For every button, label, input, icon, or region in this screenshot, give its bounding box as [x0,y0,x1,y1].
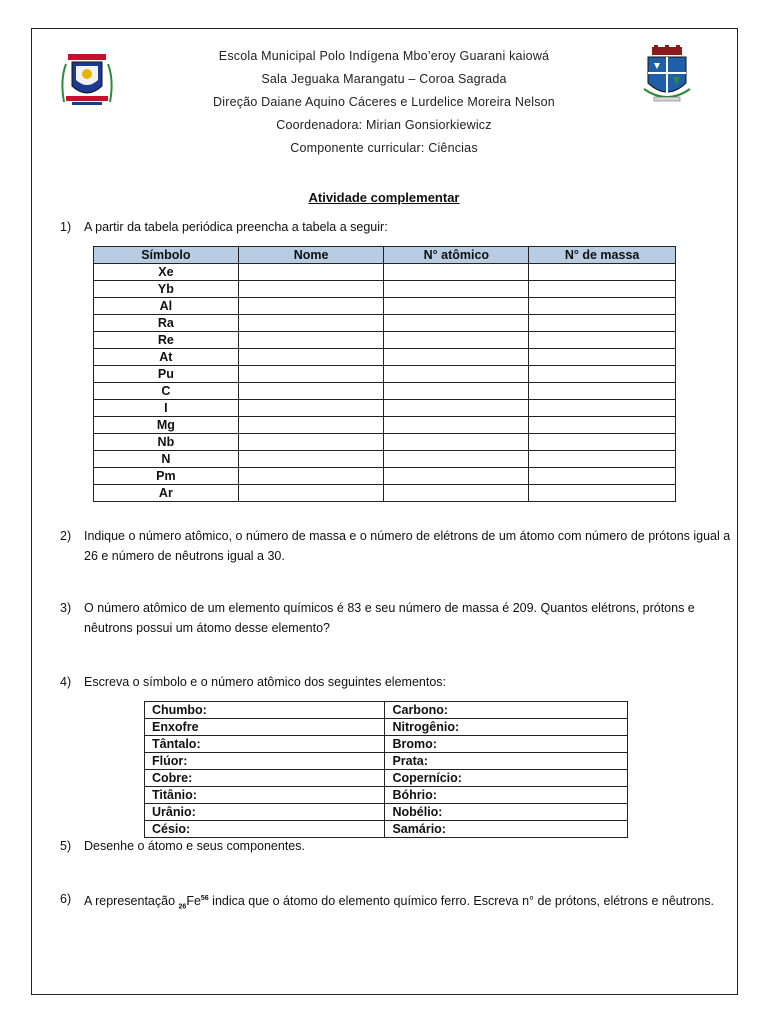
element-cell-left: Cobre: [145,770,385,787]
symbol-cell: Ar [94,485,239,502]
mass-number-cell[interactable] [529,332,676,349]
atomic-number-cell[interactable] [384,434,529,451]
symbol-cell: At [94,349,239,366]
mass-number-cell[interactable] [529,366,676,383]
atomic-number-cell[interactable] [384,451,529,468]
question-3 [60,598,735,638]
mass-number-cell[interactable] [529,298,676,315]
element-cell-left: Césio: [145,821,385,838]
name-cell[interactable] [238,417,384,434]
table-row [94,417,676,434]
element-cell-right: Nitrogênio: [385,719,628,736]
name-cell[interactable] [238,383,384,400]
element-cell-left: Titânio: [145,787,385,804]
table-row [145,821,628,838]
mass-number-cell[interactable] [529,468,676,485]
question-text: A partir da tabela periódica preencha a tabela a seguir: [84,220,388,234]
coordinator-line: Coordenadora: Mirian Gonsiorkiewicz [276,118,492,132]
name-cell[interactable] [238,485,384,502]
question-number: 6) [60,892,72,906]
symbol-cell: Pm [94,468,239,485]
room-name: Sala Jeguaka Marangatu – Coroa Sagrada [261,72,507,86]
activity-title: Atividade complementar [308,190,460,205]
element-cell-right: Bóhrio: [385,787,628,804]
school-name: Escola Municipal Polo Indígena Mbo’eroy Guarani kaiowá [218,49,550,63]
atomic-number-subscript: 26 [178,903,187,911]
table-row [145,753,628,770]
question-6 [60,889,735,918]
symbol-cell: Ra [94,315,239,332]
elements-table [144,701,628,838]
symbol-cell: Xe [94,264,239,281]
element-cell-right: Samário: [385,821,628,838]
element-cell-right: Nobélio: [385,804,628,821]
document-header [0,45,768,160]
name-cell[interactable] [238,451,384,468]
question-number: 1) [60,220,72,234]
header-name: Nome [238,247,384,264]
atomic-number-cell[interactable] [384,366,529,383]
atomic-number-cell[interactable] [384,332,529,349]
mass-number-cell[interactable] [529,281,676,298]
mass-number-cell[interactable] [529,485,676,502]
name-cell[interactable] [238,468,384,485]
atomic-number-cell[interactable] [384,383,529,400]
table-header-row [94,247,676,264]
direction-line: Direção Daiane Aquino Cáceres e Lurdelice Moreira Nelson [213,95,555,109]
atomic-number-cell[interactable] [384,315,529,332]
mass-number-cell[interactable] [529,400,676,417]
text-before: A representação [84,894,179,909]
name-cell[interactable] [238,264,384,281]
name-cell[interactable] [238,281,384,298]
symbol-cell: Re [94,332,239,349]
question-number: 2) [60,529,72,543]
atomic-number-cell[interactable] [384,298,529,315]
question-1 [60,217,735,237]
name-cell[interactable] [238,434,384,451]
table-row [94,298,676,315]
question-number: 3) [60,601,72,615]
question-text: O número atômico de um elemento químicos é 83 e seu número de massa é 209. Quantos elétrons, prótons e nêutrons possui um átomo desse elemento? [84,601,695,635]
element-symbol: Fe [186,894,201,909]
mass-number-cell[interactable] [529,451,676,468]
table-row [94,434,676,451]
table-row [145,736,628,753]
symbol-cell: Yb [94,281,239,298]
question-2 [60,526,735,566]
table-row [145,770,628,787]
text-after: indica que o átomo do elemento químico ferro. Escreva n° de prótons, elétrons e nêutrons. [208,894,714,909]
component-line: Componente curricular: Ciências [290,141,478,155]
name-cell[interactable] [238,349,384,366]
question-5 [60,836,735,856]
question-text [84,889,735,918]
element-cell-right: Prata: [385,753,628,770]
symbol-cell: C [94,383,239,400]
table-row [94,315,676,332]
table-row [145,719,628,736]
mass-number-cell[interactable] [529,434,676,451]
table-row [145,787,628,804]
name-cell[interactable] [238,315,384,332]
table-row [94,383,676,400]
table-row [94,485,676,502]
mass-number-cell[interactable] [529,315,676,332]
question-text: Escreva o símbolo e o número atômico dos seguintes elementos: [84,675,446,689]
table-row [94,281,676,298]
element-cell-left: Flúor: [145,753,385,770]
table-row [94,468,676,485]
periodic-table-exercise [93,246,676,502]
atomic-number-cell[interactable] [384,417,529,434]
element-cell-left: Chumbo: [145,702,385,719]
atomic-number-cell[interactable] [384,400,529,417]
question-number: 4) [60,675,72,689]
table-row [94,332,676,349]
table-row [145,702,628,719]
table-row [94,366,676,383]
symbol-cell: Nb [94,434,239,451]
header-symbol: Símbolo [94,247,239,264]
name-cell[interactable] [238,400,384,417]
mass-number-cell[interactable] [529,264,676,281]
name-cell[interactable] [238,366,384,383]
question-text: Indique o número atômico, o número de massa e o número de elétrons de um átomo com número de prótons igual a 26 e número de nêutrons igual a 30. [84,529,731,563]
symbol-cell: Al [94,298,239,315]
table-row [145,804,628,821]
table-row [94,349,676,366]
question-text: Desenhe o átomo e seus componentes. [84,839,305,853]
element-cell-right: Copernício: [385,770,628,787]
symbol-cell: Mg [94,417,239,434]
symbol-cell: Pu [94,366,239,383]
element-cell-right: Bromo: [385,736,628,753]
atomic-number-cell[interactable] [384,485,529,502]
element-cell-left: Urânio: [145,804,385,821]
mass-number-cell[interactable] [529,417,676,434]
symbol-cell: N [94,451,239,468]
symbol-cell: I [94,400,239,417]
element-cell-left: Tântalo: [145,736,385,753]
question-number: 5) [60,839,72,853]
header-mass-number: N° de massa [529,247,676,264]
mass-number-superscript: 56 [200,895,209,902]
table-row [94,400,676,417]
atomic-number-cell[interactable] [384,468,529,485]
atomic-number-cell[interactable] [384,281,529,298]
name-cell[interactable] [238,298,384,315]
atomic-number-cell[interactable] [384,264,529,281]
question-4 [60,672,735,692]
element-cell-left: Enxofre [145,719,385,736]
name-cell[interactable] [238,332,384,349]
header-atomic-number: N° atômico [384,247,529,264]
table-row [94,264,676,281]
atomic-number-cell[interactable] [384,349,529,366]
element-cell-right: Carbono: [385,702,628,719]
mass-number-cell[interactable] [529,383,676,400]
mass-number-cell[interactable] [529,349,676,366]
table-row [94,451,676,468]
